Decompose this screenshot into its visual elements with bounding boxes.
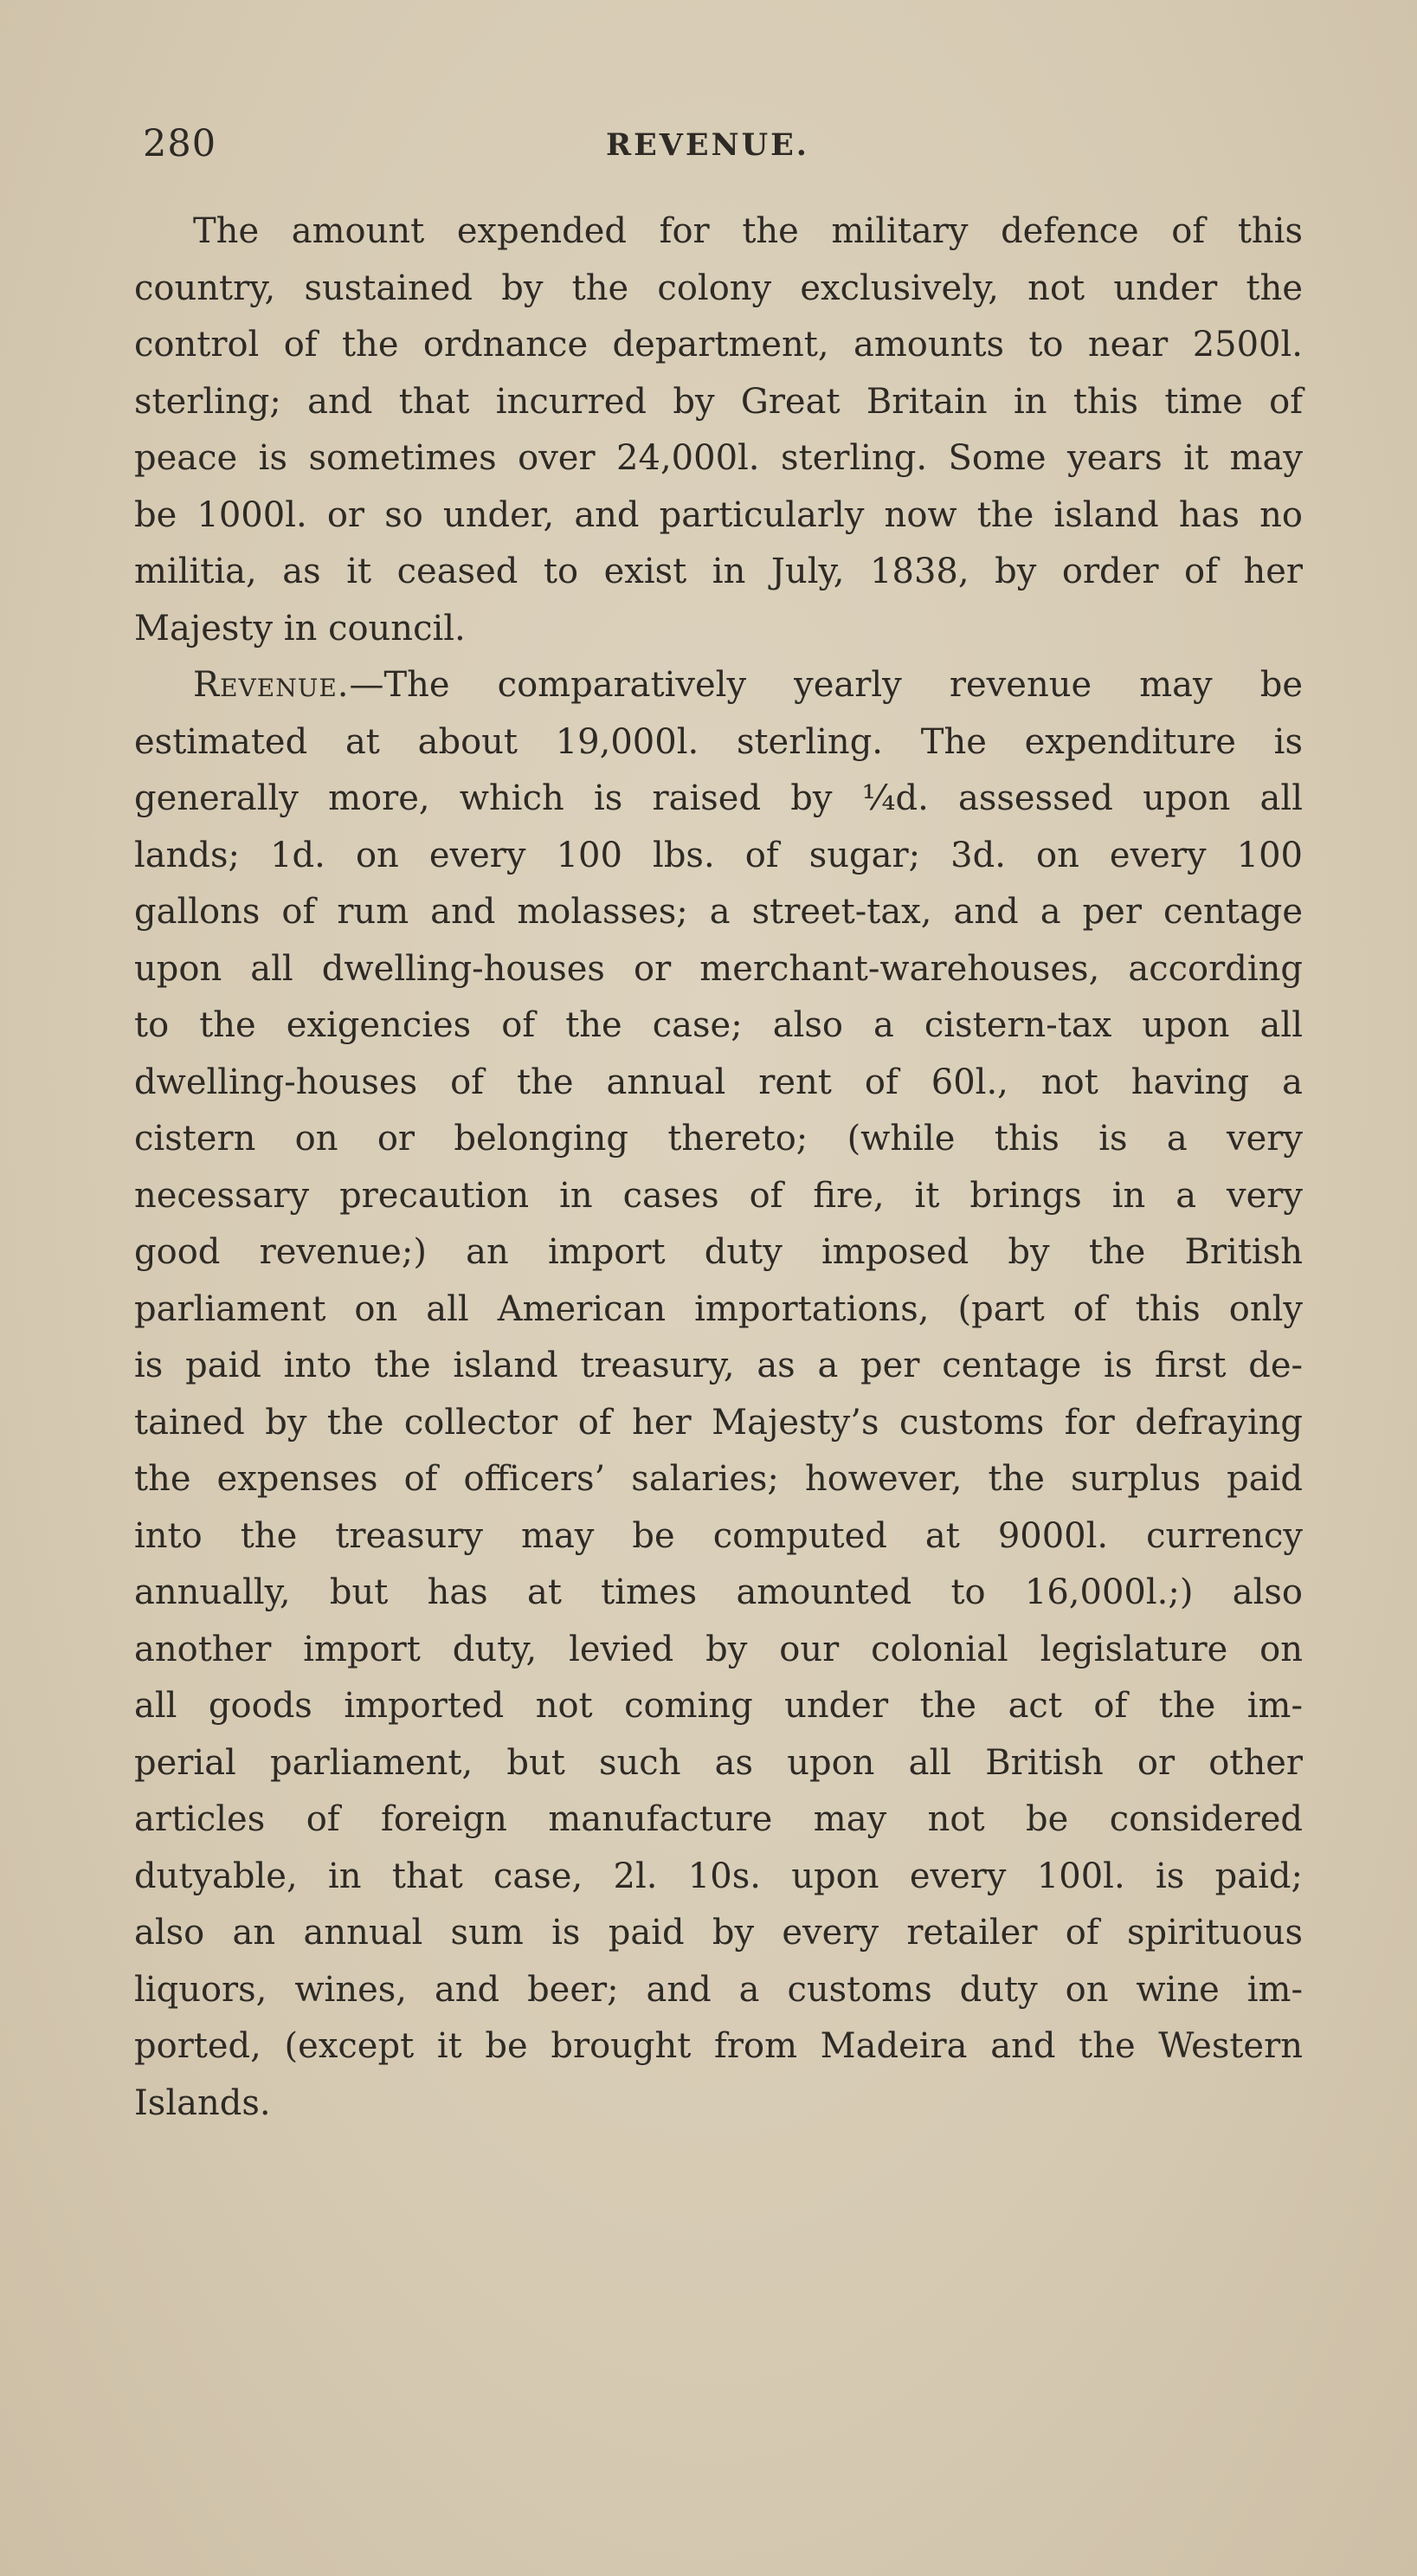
text-line: parliament on all American importations, (part of this only [134, 1288, 1303, 1329]
text-line: The amount expended for the military defence of this [193, 211, 1303, 251]
text-line: also an annual sum is paid by every retailer of spirituous [134, 1913, 1303, 1953]
revenue-line-rest: —The comparatively yearly revenue may be [349, 665, 1303, 705]
text-line: good revenue;) an import duty imposed by the British [134, 1232, 1303, 1272]
text-line: perial parliament, but such as upon all British or other [134, 1742, 1303, 1783]
text-line: estimated at about 19,000l. sterling. The expenditure is [134, 721, 1303, 762]
text-line: annually, but has at times amounted to 16,000l.;) also [134, 1572, 1303, 1612]
text-line: lands; 1d. on every 100 lbs. of sugar; 3d. on every 100 [134, 835, 1303, 875]
text-line: Majesty in council. [134, 608, 466, 649]
text-line: dutyable, in that case, 2l. 10s. upon every 100l. is paid; [134, 1856, 1303, 1896]
text-line: is paid into the island treasury, as a per centage is first de- [134, 1346, 1303, 1385]
text-line: all goods imported not coming under the act of the im- [134, 1686, 1303, 1726]
text-line: gallons of rum and molasses; a street-tax, and a per centage [134, 892, 1303, 932]
text-line: ported, (except it be brought from Madeira and the Western [134, 2026, 1303, 2066]
text-line: generally more, which is raised by ¼d. assessed upon all [134, 778, 1303, 818]
text-line: the expenses of officers’ salaries; however, the surplus paid [134, 1459, 1303, 1499]
text-line: be 1000l. or so under, and particularly now the island has no [134, 494, 1303, 535]
text-line: control of the ordnance department, amounts to near 2500l. [134, 325, 1303, 365]
text-line: to the exigencies of the case; also a cistern-tax upon all [134, 1005, 1303, 1045]
text-line: Islands. [134, 2082, 271, 2123]
body-text [134, 203, 1303, 2132]
text-line: into the treasury may be computed at 9000l. currency [134, 1515, 1303, 1556]
text-line: cistern on or belonging thereto; (while this is a very [134, 1119, 1303, 1159]
text-line: sterling; and that incurred by Great Britain in this time of [134, 381, 1303, 422]
running-head [134, 117, 1303, 178]
text-line: necessary precaution in cases of fire, it brings in a very [134, 1175, 1303, 1216]
text-line: dwelling-houses of the annual rent of 60l., not having a [134, 1062, 1303, 1102]
text-line: articles of foreign manufacture may not be considered [134, 1799, 1303, 1839]
text-line: liquors, wines, and beer; and a customs duty on wine im- [134, 1969, 1303, 2010]
running-title: REVENUE. [606, 127, 809, 163]
text-line: militia, as it ceased to exist in July, 1838, by order of her [134, 552, 1303, 591]
text-line: peace is sometimes over 24,000l. sterling. Some years it may [134, 438, 1303, 478]
text-line: another import duty, levied by our colonial legislature on [134, 1629, 1303, 1669]
text-line: country, sustained by the colony exclusively, not under the [134, 268, 1303, 308]
revenue-heading: Revenue. [193, 665, 350, 705]
book-page [134, 117, 1303, 2123]
revenue-paragraph-first-line [134, 657, 1303, 714]
text-line: upon all dwelling-houses or merchant-warehouses, according [134, 948, 1303, 989]
page-number: 280 [143, 122, 217, 165]
text-line: tained by the collector of her Majesty’s customs for defraying [134, 1402, 1303, 1443]
